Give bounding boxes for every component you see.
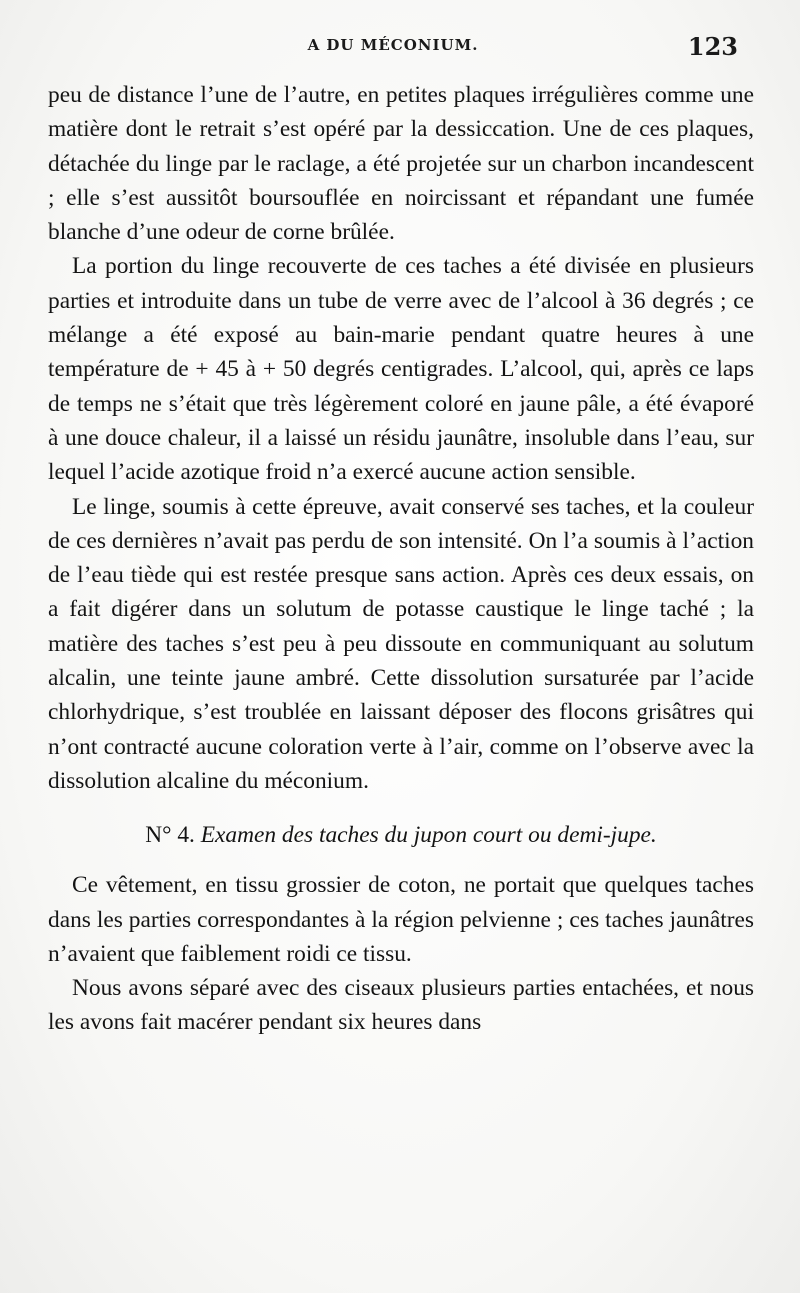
section-title: Examen des taches du jupon court ou demi-jupe. (200, 822, 657, 849)
running-head (48, 32, 738, 62)
section-number: N° 4. (145, 822, 195, 849)
paragraph: Ce vêtement, en tissu grossier de coton, ne portait que quelques taches dans les parties correspondantes à la région pelvienne ; ces taches jaunâtres n’avaient que faiblement roidi ce tissu. (48, 872, 754, 967)
paragraph: La portion du linge recouverte de ces taches a été divisée en plusieurs parties et introduite dans un tube de verre avec de l’alcool à 36 degrés ; ce mélange a été exposé au bain-marie pendant quatre heures à une température de + 45 à + 50 degrés centigrades. L’alcool, qui, après ce laps de temps ne s’était que très légèrement coloré en jaune pâle, a été évaporé à une douce chaleur, il a laissé un résidu jaunâtre, insoluble dans l’eau, sur lequel l’acide azotique froid n’a exercé aucune action sensible. (48, 253, 754, 486)
body-text (48, 78, 754, 1040)
running-title: A DU MÉCONIUM. (307, 36, 479, 54)
paragraph: Nous avons séparé avec des ciseaux plusieurs parties entachées, et nous les avons fait macérer pendant six heures dans (48, 975, 754, 1036)
paragraph: Le linge, soumis à cette épreuve, avait conservé ses taches, et la couleur de ces dernières n’avait pas perdu de son intensité. On l’a soumis à l’action de l’eau tiède qui est restée presque sans action. Après ces deux essais, on a fait digérer dans un solutum de potasse caustique le linge taché ; la matière des taches s’est peu à peu dissoute en communiquant au solutum alcalin, une teinte jaune ambré. Cette dissolution sursaturée par l’acide chlorhydrique, s’est troublée en laissant déposer des flocons grisâtres qui n’ont contracté aucune coloration verte à l’air, comme on l’observe avec la dissolution alcaline du méconium. (48, 493, 754, 794)
section-heading (48, 818, 754, 852)
paragraph: peu de distance l’une de l’autre, en petites plaques irrégulières comme une matière dont le retrait s’est opéré par la dessiccation. Une de ces plaques, détachée du linge par le raclage, a été projetée sur un charbon incandescent ; elle s’est aussitôt boursouflée en noircissant et répandant une fumée blanche d’une odeur de corne brûlée. (48, 82, 754, 246)
page-number: 123 (687, 32, 738, 61)
